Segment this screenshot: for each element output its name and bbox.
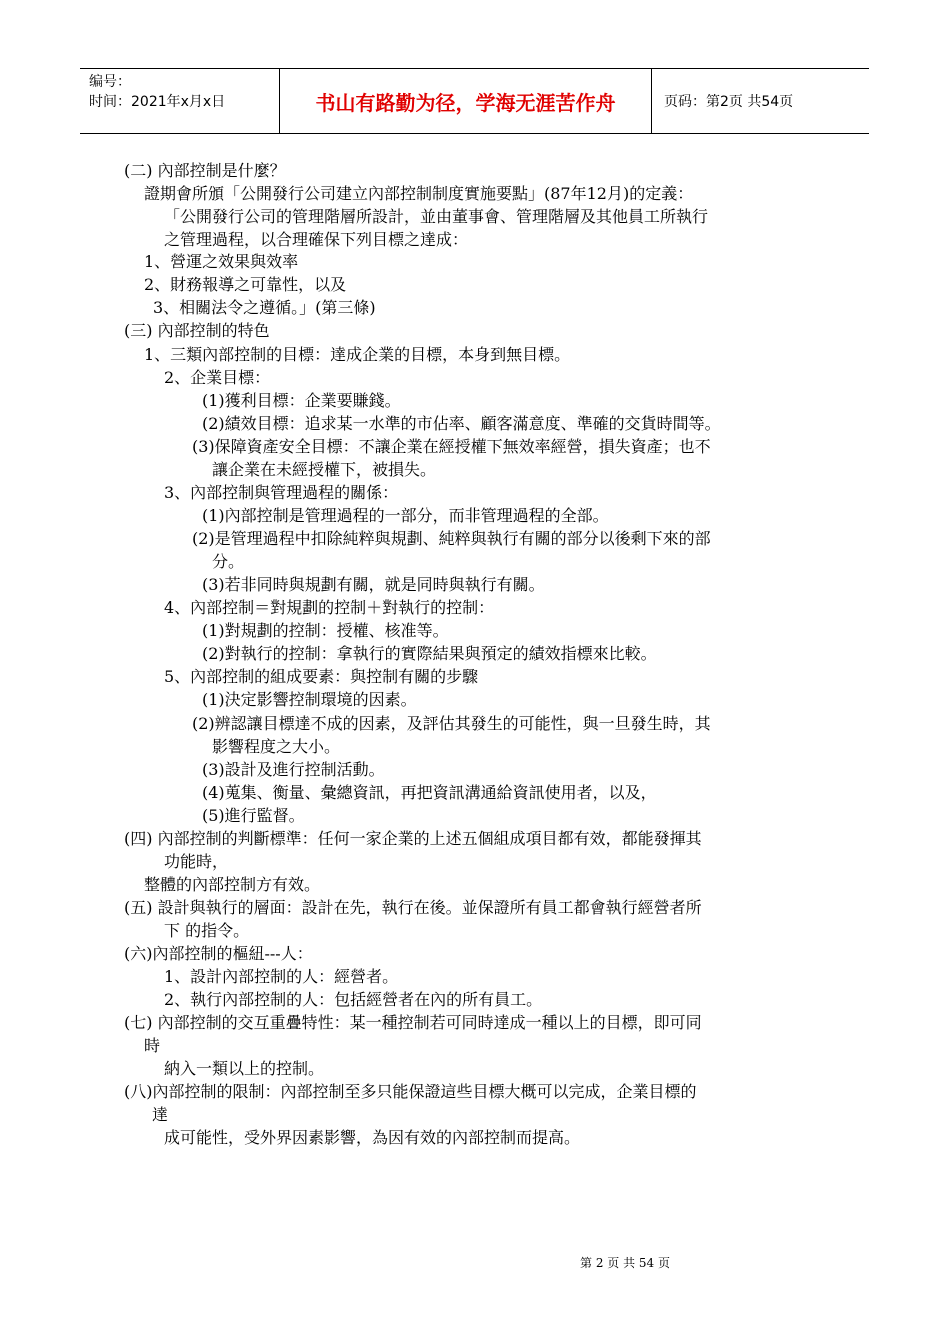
section-heading: (七) 內部控制的交互重疊特性：某一種控制若可同時達成一種以上的目標，即可同 [124, 1013, 702, 1032]
list-item: 1、營運之效果與效率 [144, 252, 299, 271]
number-label: 编号： [89, 74, 131, 90]
list-item: 1、設計內部控制的人：經營者。 [164, 967, 399, 986]
body-line: 下 的指令。 [164, 921, 250, 940]
sub-item-continued: 分。 [212, 552, 245, 571]
body-line: 整體的內部控制方有效。 [144, 875, 321, 894]
sub-item-continued: 影響程度之大小。 [212, 737, 341, 756]
body-line: 功能時， [164, 852, 229, 871]
list-item: 5、內部控制的組成要素：與控制有關的步驟 [164, 667, 479, 686]
section-heading: (三) 內部控制的特色 [124, 321, 270, 340]
list-item: 3、內部控制與管理過程的關係： [164, 483, 399, 502]
sub-item: (1)對規劃的控制：授權、核准等。 [202, 621, 449, 640]
sub-item: (3)設計及進行控制活動。 [202, 760, 385, 779]
list-item: 2、企業目標： [164, 368, 271, 387]
section-heading: (二) 內部控制是什麼？ [124, 161, 286, 180]
sub-item: (3)保障資產安全目標：不讓企業在經授權下無效率經營，損失資產；也不 [192, 437, 711, 456]
header-meta [80, 69, 280, 133]
body-line: 之管理過程，以合理確保下列目標之達成： [164, 230, 469, 249]
sub-item-continued: 讓企業在未經授權下，被損失。 [212, 460, 437, 479]
section-heading: (八)內部控制的限制：內部控制至多只能保證這些目標大概可以完成，企業目標的 [124, 1082, 697, 1101]
section-heading: (六)內部控制的樞紐---人： [124, 944, 313, 963]
body-line: 達 [152, 1105, 169, 1124]
header-page-info: 页码：第2页 共54页 [664, 94, 794, 110]
list-item: 4、內部控制＝對規劃的控制＋對執行的控制： [164, 598, 495, 617]
sub-item: (3)若非同時與規劃有關，就是同時與執行有關。 [202, 575, 545, 594]
sub-item: (5)進行監督。 [202, 806, 305, 825]
body-line: 「公開發行公司的管理階層所設計，並由董事會、管理階層及其他員工所執行 [164, 207, 709, 226]
document-header [80, 68, 869, 134]
header-motto: 书山有路勤为径，学海无涯苦作舟 [280, 69, 652, 133]
sub-item: (2)對執行的控制：拿執行的實際結果與預定的績效指標來比較。 [202, 644, 657, 663]
sub-item: (1)內部控制是管理過程的一部分，而非管理過程的全部。 [202, 506, 609, 525]
body-line: 時 [144, 1036, 161, 1055]
page-footer: 第 2 页 共 54 页 [580, 1256, 670, 1270]
list-item: 3、相關法令之遵循。」(第三條) [153, 298, 376, 317]
sub-item: (1)獲利目標：企業要賺錢。 [202, 391, 401, 410]
list-item: 1、三類內部控制的目標：達成企業的目標，本身到無目標。 [144, 345, 571, 364]
date-label: 时间：2021年x月x日 [89, 94, 226, 110]
body-line: 納入一類以上的控制。 [164, 1059, 325, 1078]
sub-item: (1)決定影響控制環境的因素。 [202, 690, 417, 709]
sub-item: (2)辨認讓目標達不成的因素，及評估其發生的可能性，與一旦發生時，其 [192, 714, 711, 733]
body-line: 證期會所頒「公開發行公司建立內部控制制度實施要點」(87年12月)的定義： [144, 184, 694, 203]
body-line: 成可能性，受外界因素影響，為因有效的內部控制而提高。 [164, 1128, 581, 1147]
list-item: 2、財務報導之可靠性，以及 [144, 275, 347, 294]
section-heading: (五) 設計與執行的層面：設計在先，執行在後。並保證所有員工都會執行經營者所 [124, 898, 702, 917]
section-heading: (四) 內部控制的判斷標準：任何一家企業的上述五個組成項目都有效，都能發揮其 [124, 829, 702, 848]
sub-item: (4)蒐集、衡量、彙總資訊，再把資訊溝通給資訊使用者，以及， [202, 783, 657, 802]
sub-item: (2)是管理過程中扣除純粹與規劃、純粹與執行有關的部分以後剩下來的部 [192, 529, 711, 548]
list-item: 2、執行內部控制的人：包括經營者在內的所有員工。 [164, 990, 543, 1009]
sub-item: (2)績效目標：追求某一水準的市佔率、顧客滿意度、準確的交貨時間等。 [202, 414, 721, 433]
